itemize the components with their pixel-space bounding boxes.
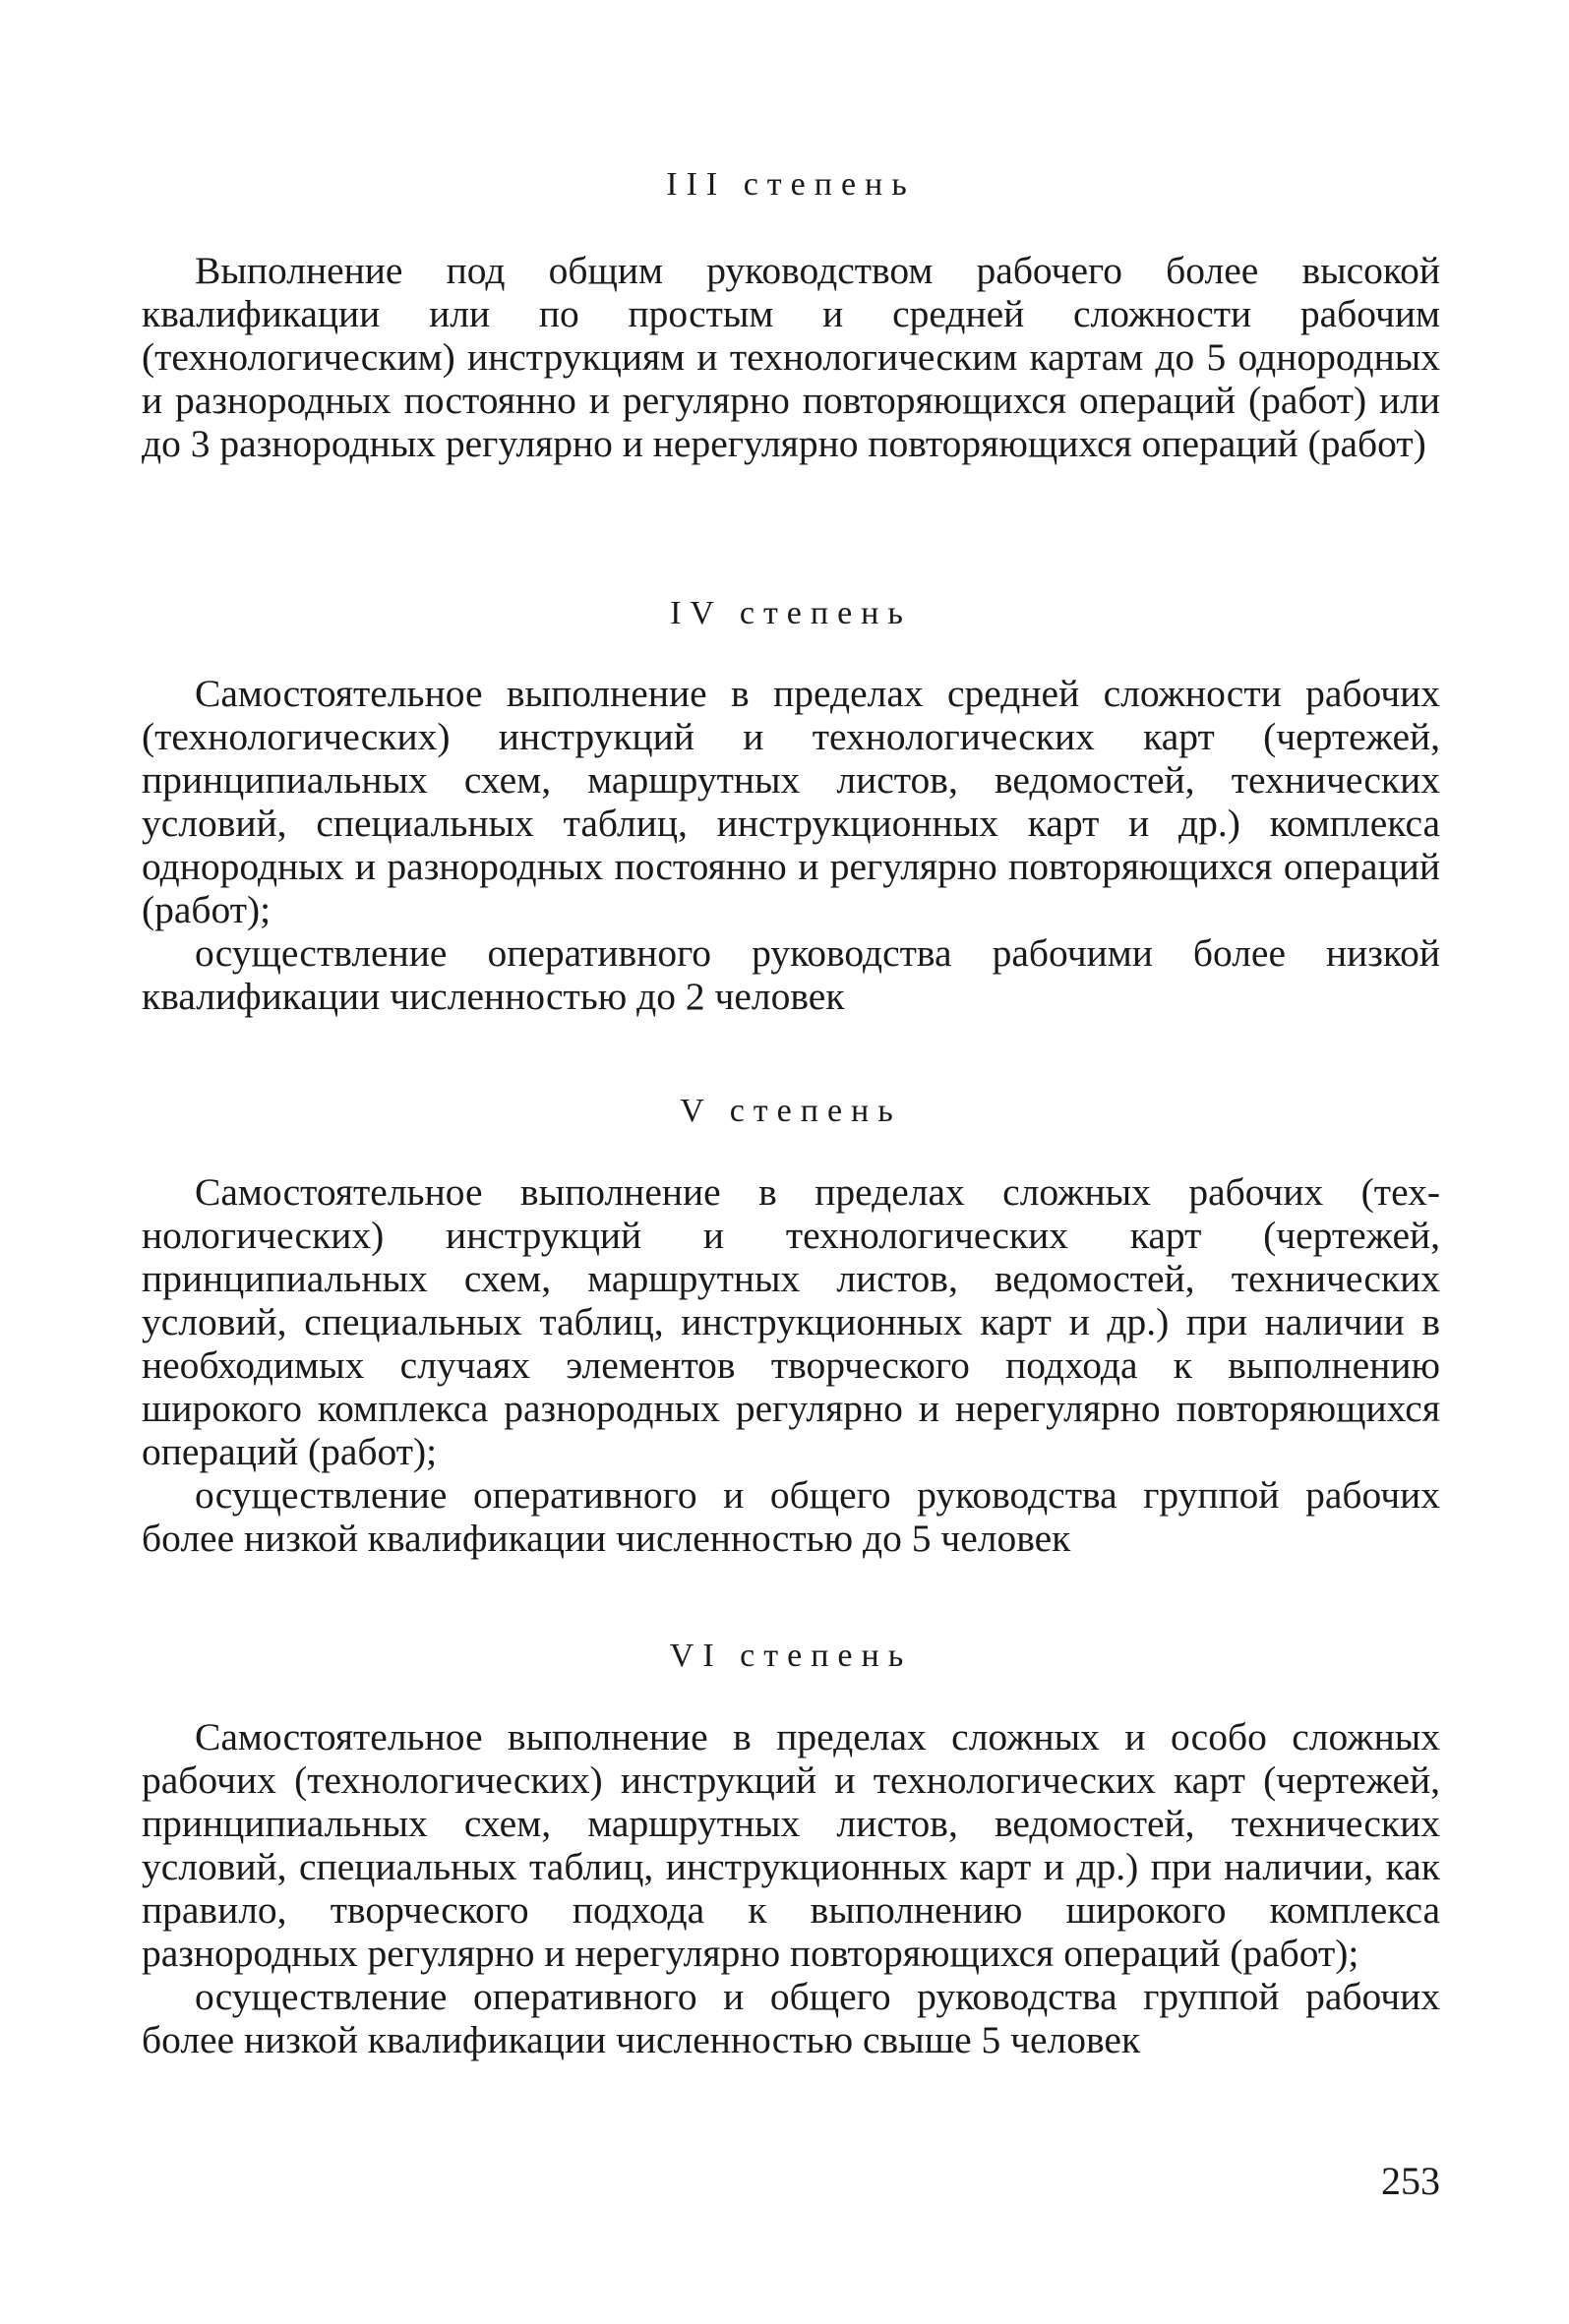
section-body-v [142,1170,1440,1560]
section-vi-paragraph-2: осуществление оперативного и общего руководства группой рабочих более низкой квалификации численностью свыше 5 человек [142,1975,1440,2061]
section-iv-paragraph-2: осуществление оперативного руководства рабочими более низкой квалификации численностью до 2 человек [142,931,1440,1018]
section-v-paragraph-2: осуществление оперативного и общего руководства группой рабочих более низкой квалификации численностью до 5 человек [142,1473,1440,1560]
section-body-iii [142,249,1440,465]
page-number: 253 [1381,2159,1440,2203]
section-heading-vi: VI степень [669,1638,913,1674]
section-v-paragraph-1: Самостоятельное выполнение в пределах сложных рабочих (технологических) инструкций и технологических карт (чертежей, принципиальных схем, маршрутных листов, ведомостей, технических условий, специальных таблиц, инструкционных карт и др.) при наличии в необходимых случаях элементов творческого подхода к выполнению широкого комплекса разнородных регулярно и нерегулярно повторяющихся операций (работ); [142,1170,1440,1473]
section-iv-paragraph-1: Самостоятельное выполнение в пределах средней сложности рабочих (технологических) инструкций и технологических карт (чертежей, принципиальных схем, маршрутных листов, ведомостей, технических условий, специальных таблиц, инструкционных карт и др.) комплекса однородных и разнородных постоянно и регулярно повторяющихся операций (работ); [142,672,1440,931]
section-heading-iii: III степень [666,166,916,203]
section-heading-iv: IV степень [670,595,912,631]
section-body-iv [142,672,1440,1018]
section-body-vi [142,1715,1440,2061]
section-iii-paragraph-1: Выполнение под общим руководством рабочего более высокой квалификации или по простым и средней сложности рабочим (технологическим) инструкциям и технологическим картам до 5 однородных и разнородных постоянно и регулярно повторяющихся операций (работ) или до 3 разнородных регулярно и нерегулярно повторяющихся операций (работ) [142,249,1440,465]
document-page [142,0,1440,2324]
section-vi-paragraph-1: Самостоятельное выполнение в пределах сложных и особо сложных рабочих (технологических) инструкций и технологических карт (чертежей, принципиальных схем, маршрутных листов, ведомостей, технических условий, специальных таблиц, инструкционных карт и др.) при наличии, как правило, творческого подхода к выполнению широкого комплекса разнородных регулярно и нерегулярно повторяющихся операций (работ); [142,1715,1440,1975]
section-heading-v: V степень [680,1093,902,1129]
